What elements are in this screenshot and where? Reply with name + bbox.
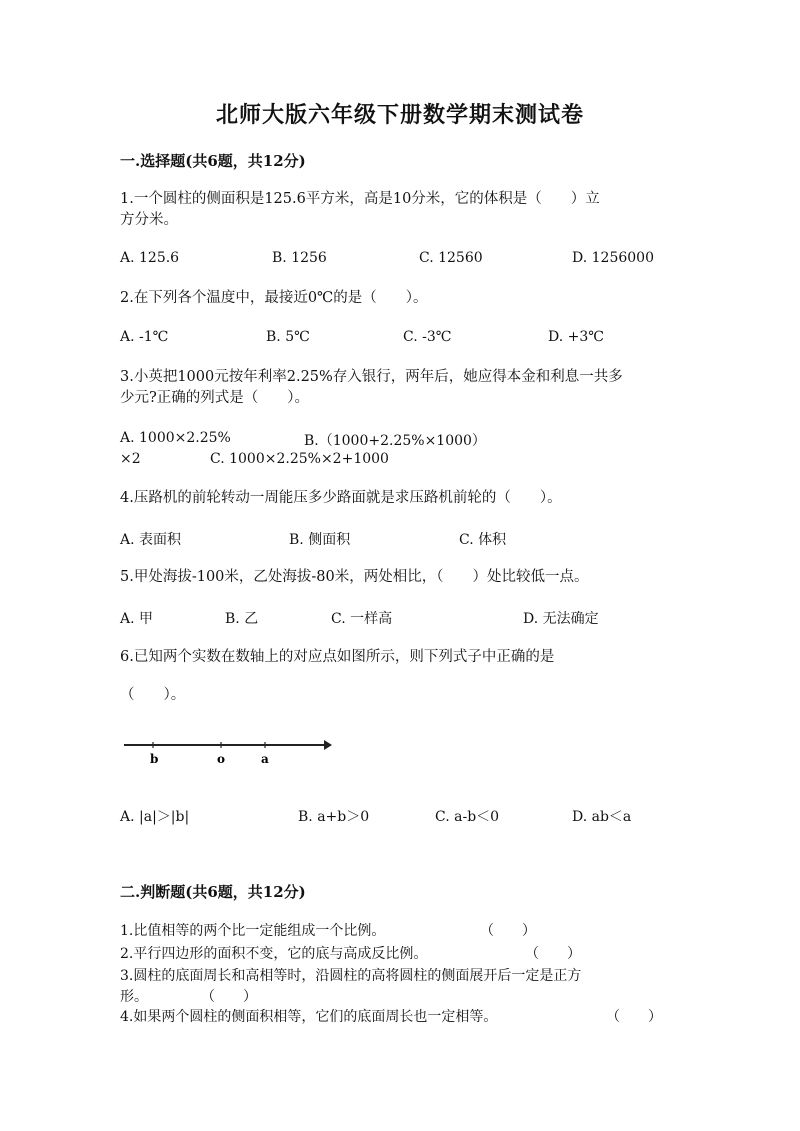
question-4-option-b: B. 侧面积 xyxy=(289,532,351,548)
question-6-line-2: （ ）。 xyxy=(120,687,186,703)
question-3-line-1: 3.小英把1000元按年利率2.25%存入银行，两年后，她应得本金和利息一共多 xyxy=(120,369,623,385)
question-3-option-b-continued: ×2 xyxy=(120,451,141,467)
tf-item-2-answer: （ ） xyxy=(525,946,581,962)
tf-item-1-text: 1.比值相等的两个比一定能组成一个比例。 xyxy=(120,923,386,939)
question-1-line-2: 方分米。 xyxy=(120,212,178,228)
number-line-label-o: o xyxy=(217,752,226,766)
number-line-figure xyxy=(124,735,334,769)
question-5-text: 5.甲处海拔-100米，乙处海拔-80米，两处相比，（ ）处比较低一点。 xyxy=(120,569,589,585)
question-6-line-1: 6.已知两个实数在数轴上的对应点如图所示，则下列式子中正确的是 xyxy=(120,649,555,665)
question-2-option-c: C. -3℃ xyxy=(403,329,452,345)
question-3-option-a: A. 1000×2.25% xyxy=(120,430,231,446)
question-6-option-b: B. a+b＞0 xyxy=(298,809,370,825)
number-line-arrow-icon xyxy=(324,740,332,750)
question-1-option-a: A. 125.6 xyxy=(120,250,180,266)
question-6-option-a: A. |a|＞|b| xyxy=(120,809,190,825)
section-heading-choice: 一.选择题(共6题，共12分) xyxy=(120,152,306,170)
question-1-line-1: 1.一个圆柱的侧面积是125.6平方米，高是10分米，它的体积是（ ）立 xyxy=(120,191,600,207)
page-title: 北师大版六年级下册数学期末测试卷 xyxy=(215,102,584,128)
question-3-option-b: B.（1000+2.25%×1000） xyxy=(304,433,486,449)
question-2-option-b: B. 5℃ xyxy=(266,329,310,345)
question-6-option-d: D. ab＜a xyxy=(572,809,632,825)
tf-item-3-text-continued: 形。 xyxy=(120,989,148,1005)
question-5-option-a: A. 甲 xyxy=(120,611,154,627)
question-1-option-c: C. 12560 xyxy=(419,250,483,266)
question-1-option-b: B. 1256 xyxy=(272,250,327,266)
section-heading-true-false: 二.判断题(共6题，共12分) xyxy=(120,883,306,901)
question-4-text: 4.压路机的前轮转动一周能压多少路面就是求压路机前轮的（ ）。 xyxy=(120,490,562,506)
number-line-label-a: a xyxy=(261,752,269,766)
tf-item-2-text: 2.平行四边形的面积不变，它的底与高成反比例。 xyxy=(120,946,428,962)
number-line-label-b: b xyxy=(150,752,159,766)
question-5-option-b: B. 乙 xyxy=(225,611,259,627)
question-2-text: 2.在下列各个温度中，最接近0℃的是（ ）。 xyxy=(120,290,428,306)
question-5-option-c: C. 一样高 xyxy=(331,611,393,627)
question-6-option-c: C. a-b＜0 xyxy=(435,809,500,825)
tf-item-4-answer: （ ） xyxy=(606,1009,662,1025)
tf-item-3-answer: （ ） xyxy=(201,989,257,1005)
question-4-option-a: A. 表面积 xyxy=(120,532,182,548)
question-5-option-d: D. 无法确定 xyxy=(523,611,599,627)
question-3-line-2: 少元?正确的列式是（ ）。 xyxy=(120,390,310,406)
question-2-option-d: D. +3℃ xyxy=(548,329,604,345)
question-1-option-d: D. 1256000 xyxy=(572,250,654,266)
tf-item-1-answer: （ ） xyxy=(480,923,536,939)
question-3-option-c: C. 1000×2.25%×2+1000 xyxy=(210,451,389,467)
tf-item-3-text: 3.圆柱的底面周长和高相等时，沿圆柱的高将圆柱的侧面展开后一定是正方 xyxy=(120,968,582,984)
question-2-option-a: A. -1℃ xyxy=(120,329,169,345)
question-4-option-c: C. 体积 xyxy=(459,532,507,548)
tf-item-4-text: 4.如果两个圆柱的侧面积相等，它们的底面周长也一定相等。 xyxy=(120,1009,498,1025)
